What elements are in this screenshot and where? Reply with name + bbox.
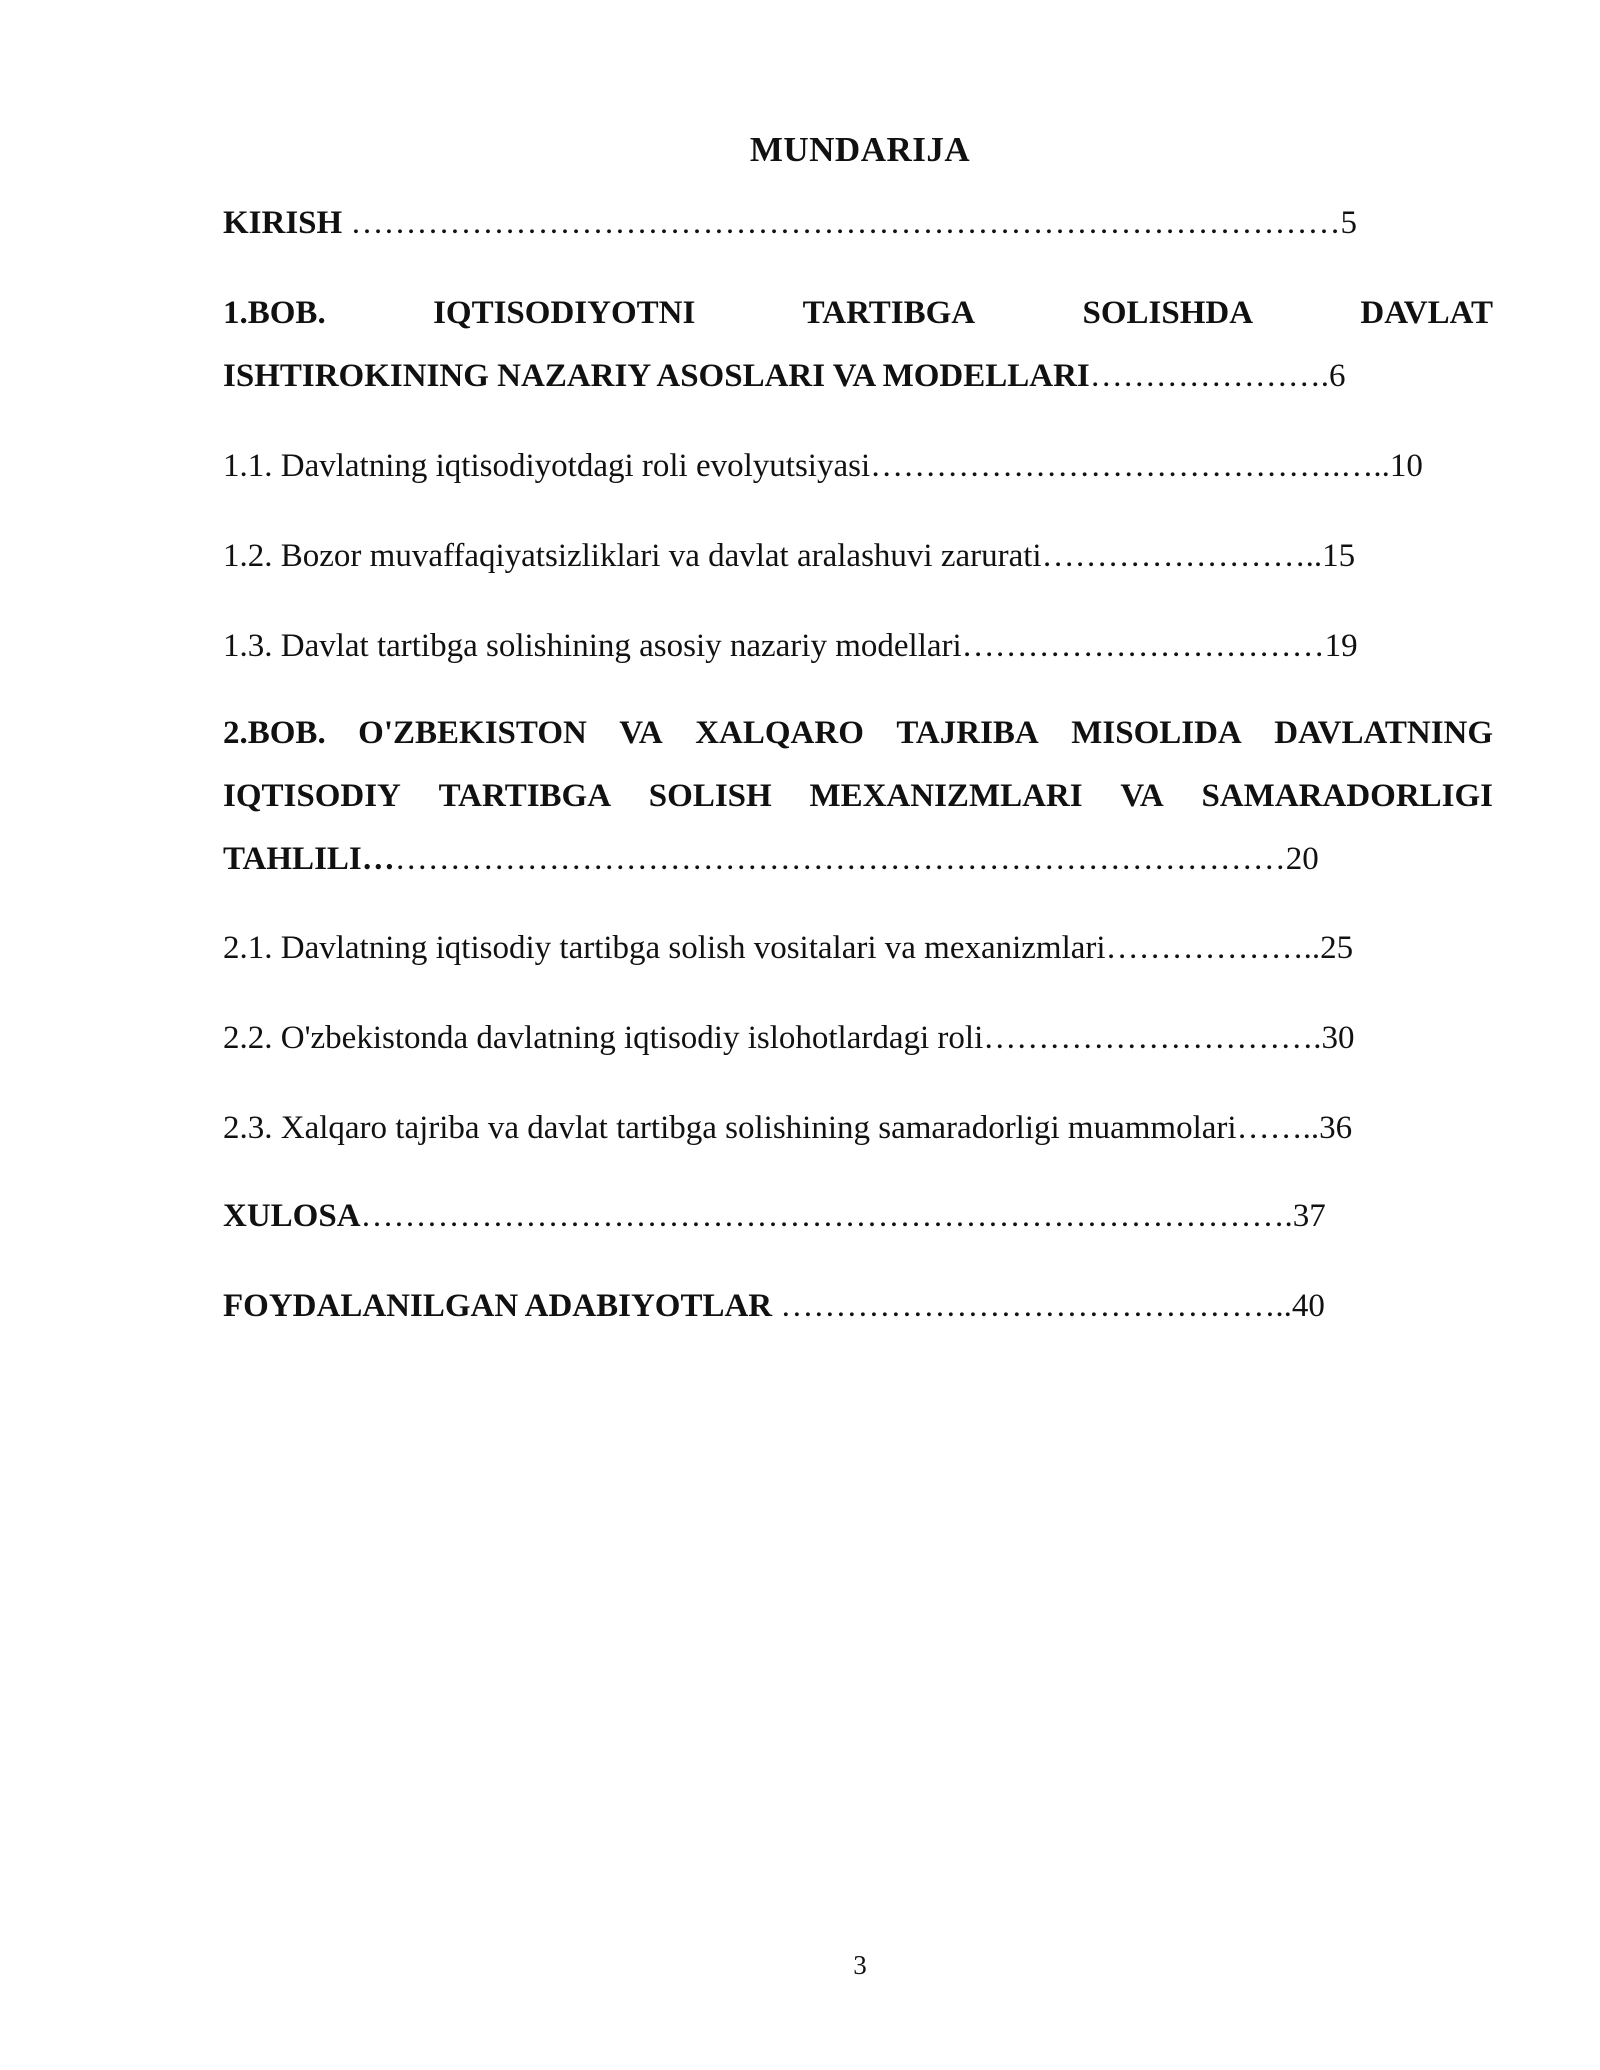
toc-page-number: 20	[1285, 841, 1319, 877]
toc-entry-1-2[interactable]	[223, 538, 1355, 575]
toc-page-number: 10	[1389, 448, 1423, 484]
toc-entry-xulosa[interactable]	[223, 1198, 1326, 1235]
toc-page-number: 36	[1319, 1110, 1353, 1146]
toc-entry-label: TAHLILI…	[223, 841, 395, 877]
toc-word: MISOLIDA	[1071, 715, 1242, 751]
toc-entry-label: 2.1. Davlatning iqtisodiy tartibga solish vositalari va mexanizmlari	[223, 930, 1106, 966]
toc-page-number: 19	[1324, 628, 1358, 664]
toc-entry-chapter-2-line1[interactable]	[223, 715, 1493, 752]
toc-leader: ………………………………………………………………………………	[342, 205, 1341, 241]
toc-entry-kirish[interactable]	[223, 205, 1357, 242]
toc-word: IQTISODIYOTNI	[433, 295, 696, 331]
toc-leader: ………………………………………………………………………	[394, 841, 1286, 877]
toc-leader: …………………………………….…..	[870, 448, 1390, 484]
toc-entry-label: 1.1. Davlatning iqtisodiyotdagi roli evolyutsiyasi	[223, 448, 871, 484]
toc-word: 1.BOB.	[223, 295, 326, 331]
toc-word: VA	[1120, 778, 1164, 814]
toc-word: TAJRIBA	[896, 715, 1039, 751]
toc-leader: …………………………………………………………………………	[360, 1198, 1285, 1234]
toc-word: SAMARADORLIGI	[1201, 778, 1494, 814]
toc-entry-1-1[interactable]	[223, 448, 1423, 485]
toc-entry-label: 1.2. Bozor muvaffaqiyatsizliklari va davlat aralashuvi zarurati	[223, 538, 1042, 574]
toc-word: XALQARO	[695, 715, 864, 751]
toc-entry-2-3[interactable]	[223, 1110, 1352, 1147]
toc-leader: ……………………..	[1041, 538, 1323, 574]
toc-entry-2-1[interactable]	[223, 930, 1353, 967]
toc-word: IQTISODIY	[223, 778, 401, 814]
toc-page-number: 15	[1322, 538, 1356, 574]
toc-word: 2.BOB.	[223, 715, 326, 751]
toc-word: TARTIBGA	[438, 778, 612, 814]
toc-word: MEXANIZMLARI	[809, 778, 1083, 814]
toc-page-number: 25	[1320, 930, 1354, 966]
toc-title: MUNDARIJA	[749, 130, 971, 169]
toc-word: SOLISH	[648, 778, 772, 814]
toc-entry-chapter-2-line2[interactable]	[223, 778, 1493, 815]
toc-entry-chapter-1-line1[interactable]	[223, 295, 1493, 332]
toc-page-number: .37	[1284, 1198, 1326, 1234]
toc-entry-label: 2.3. Xalqaro tajriba va davlat tartibga solishining samaradorligi muammolari	[223, 1110, 1237, 1146]
toc-leader: ……………………………………….	[772, 1288, 1284, 1324]
toc-word: SOLISHDA	[1082, 295, 1254, 331]
toc-entry-chapter-1-line2[interactable]	[223, 358, 1346, 395]
toc-word: DAVLATNING	[1274, 715, 1494, 751]
toc-word: TARTIBGA	[802, 295, 976, 331]
toc-leader: ………………………….	[983, 1020, 1322, 1056]
toc-leader: ……………………………	[961, 628, 1325, 664]
toc-page-number: 5	[1340, 205, 1357, 241]
toc-page-number: 30	[1321, 1020, 1355, 1056]
toc-entry-references[interactable]	[223, 1288, 1325, 1325]
toc-page-number: 6	[1329, 358, 1346, 394]
toc-word: VA	[619, 715, 663, 751]
toc-entry-chapter-2-line3[interactable]	[223, 841, 1319, 878]
toc-leader: ………………..	[1105, 930, 1321, 966]
toc-entry-label: 2.2. O'zbekistonda davlatning iqtisodiy islohotlardagi roli	[223, 1020, 984, 1056]
page-number: 3	[853, 1950, 867, 1980]
toc-word: O'ZBEKISTON	[358, 715, 587, 751]
toc-entry-label: FOYDALANILGAN ADABIYOTLAR	[223, 1288, 773, 1324]
toc-entry-2-2[interactable]	[223, 1020, 1355, 1057]
toc-entry-1-3[interactable]	[223, 628, 1358, 665]
toc-entry-label: KIRISH	[223, 205, 343, 241]
toc-entry-label: 1.3. Davlat tartibga solishining asosiy nazariy modellari	[223, 628, 962, 664]
toc-leader: ………………….	[1089, 358, 1330, 394]
toc-entry-label: ISHTIROKINING NAZARIY ASOSLARI VA MODELLARI	[223, 358, 1090, 394]
toc-page-number: .40	[1283, 1288, 1325, 1324]
toc-leader: ……..	[1236, 1110, 1320, 1146]
toc-word: DAVLAT	[1360, 295, 1494, 331]
toc-entry-label: XULOSA	[223, 1198, 361, 1234]
